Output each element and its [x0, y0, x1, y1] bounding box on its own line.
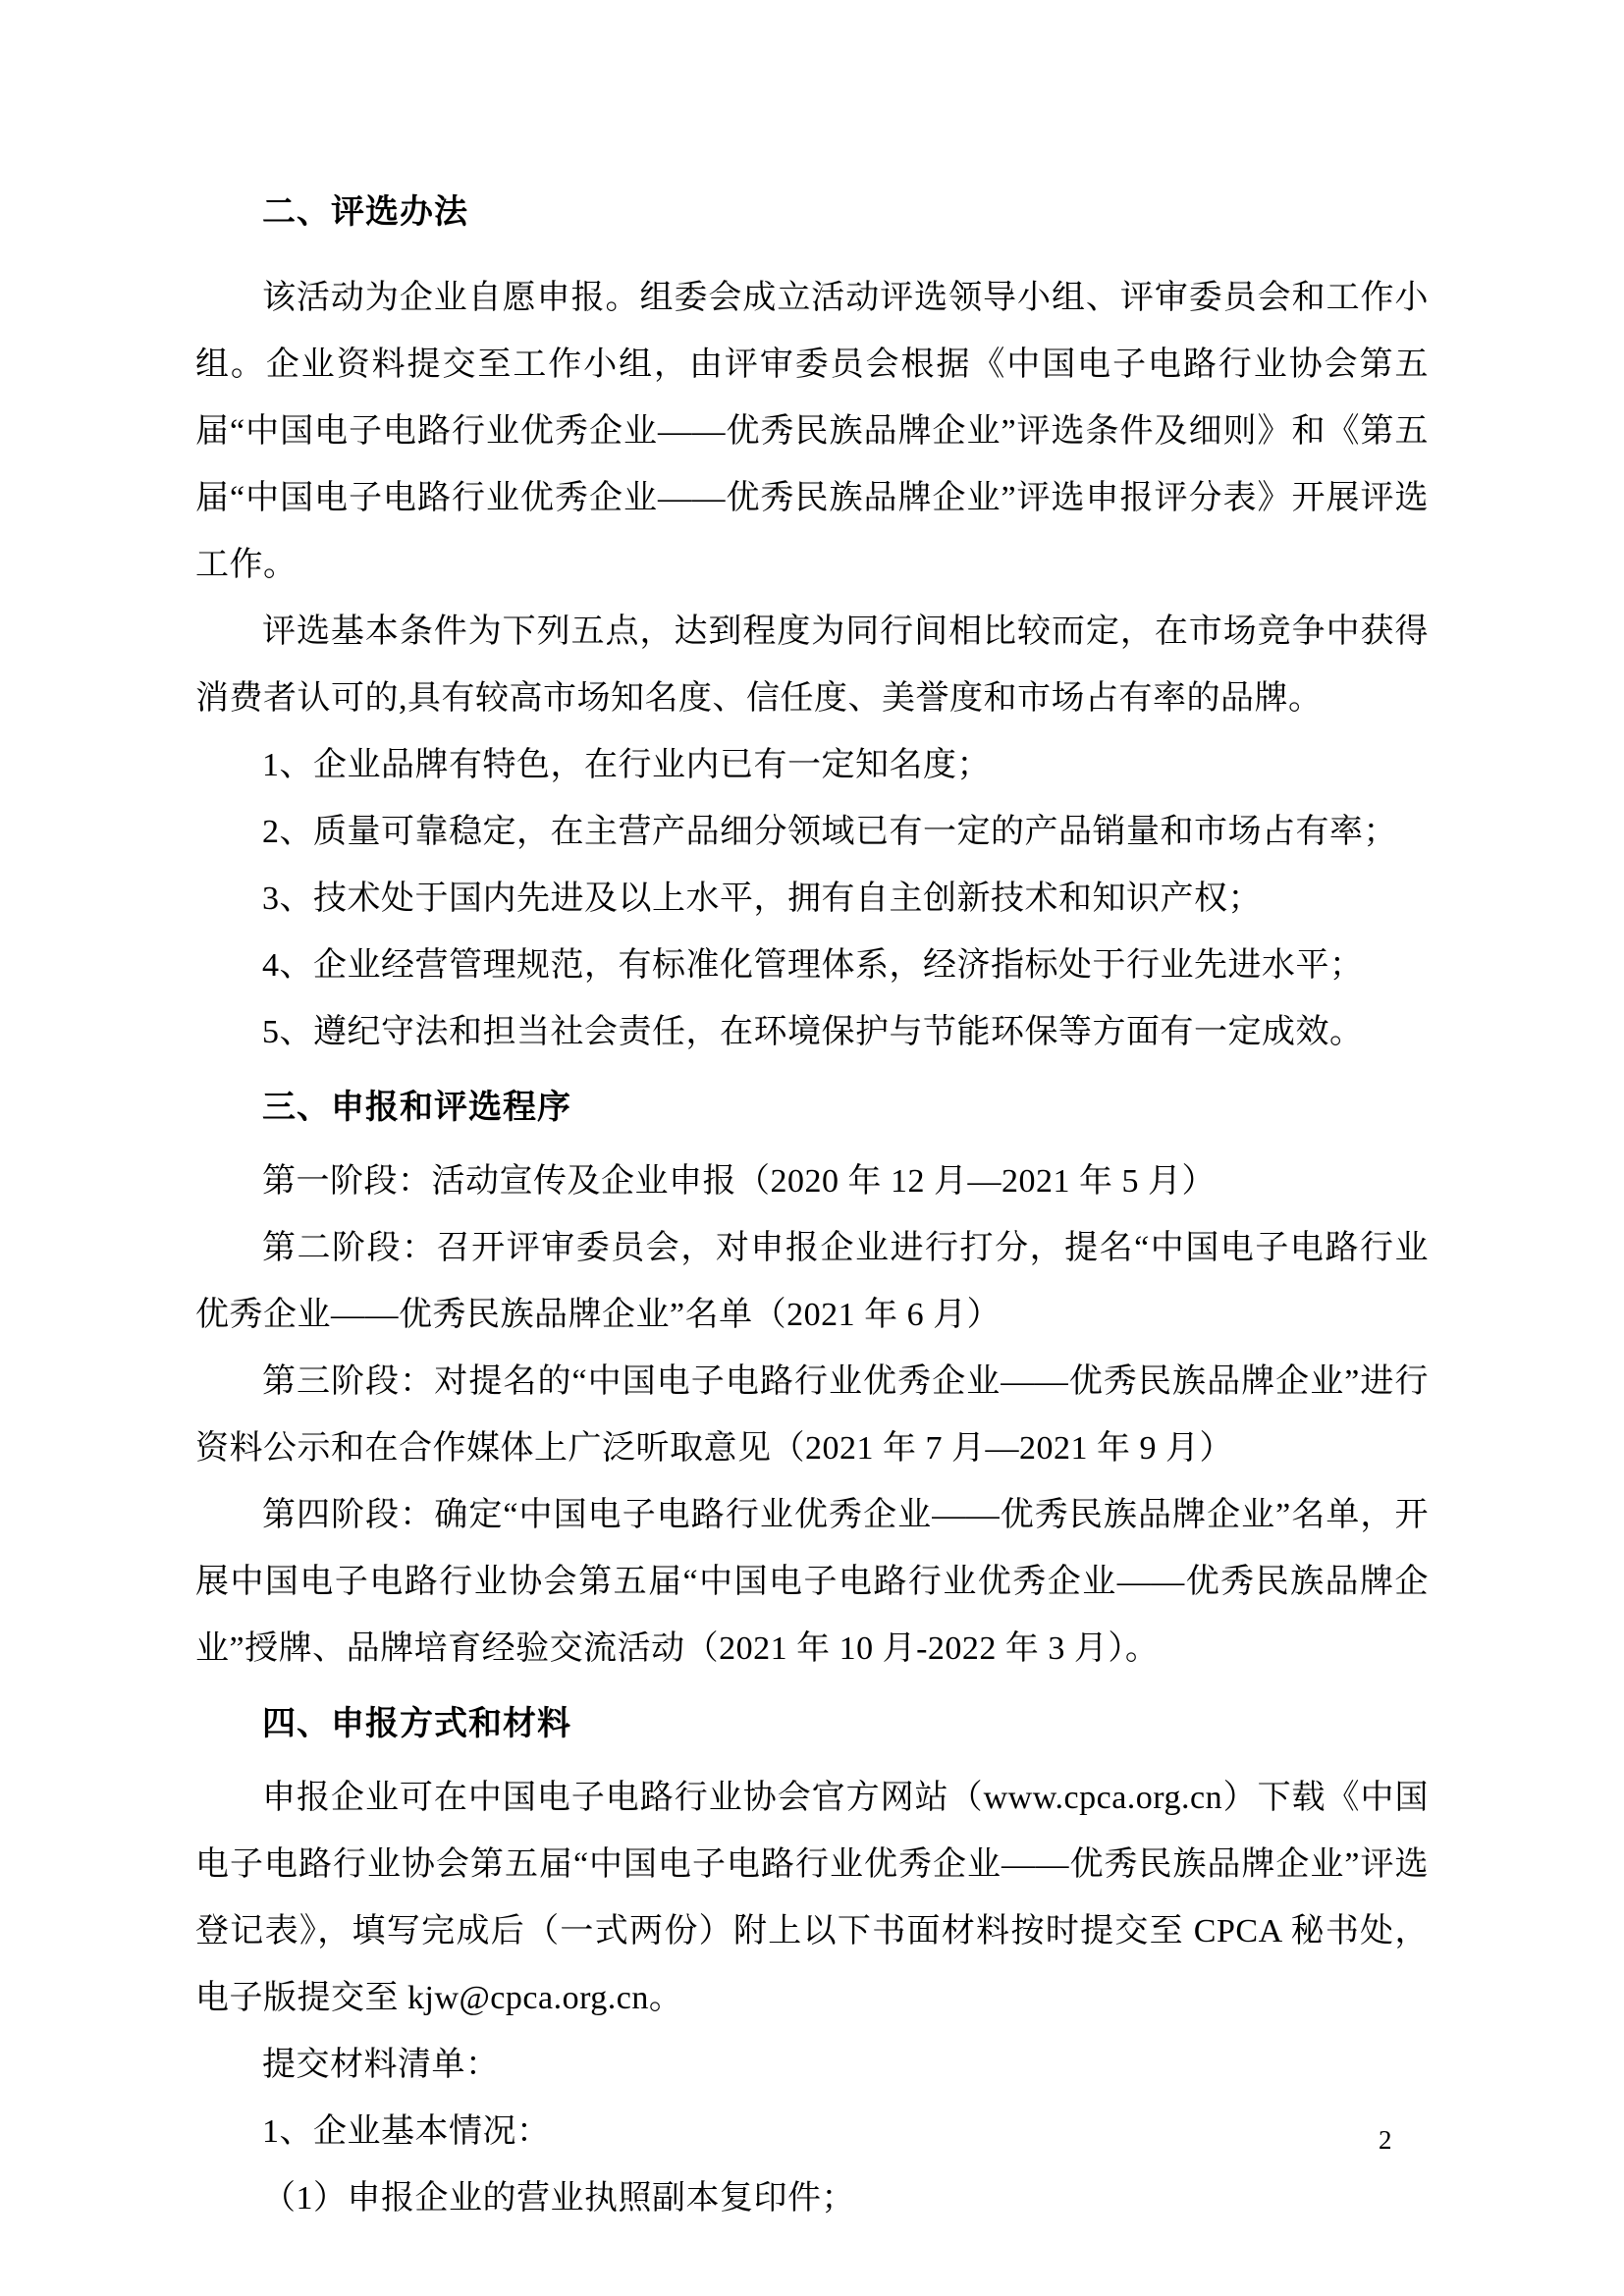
- paragraph-selection-overview: 该活动为企业自愿申报。组委会成立活动评选领导小组、评审委员会和工作小组。企业资料提交至工作小组，由评审委员会根据《中国电子电路行业协会第五届“中国电子电路行业优秀企业——优秀民族品牌企业”评选条件及细则》和《第五届“中国电子电路行业优秀企业——优秀民族品牌企业”评选申报评分表》开展评选工作。: [195, 280, 1429, 583]
- sub-list-item-business-license: （1）申报企业的营业执照副本复印件；: [262, 2180, 855, 2216]
- list-item-condition-1: 1、企业品牌有特色，在行业内已有一定知名度；: [262, 747, 991, 783]
- list-item-condition-2: 2、质量可靠稳定，在主营产品细分领域已有一定的产品销量和市场占有率；: [262, 814, 1397, 850]
- list-item-condition-3: 3、技术处于国内先进及以上水平，拥有自主创新技术和知识产权；: [262, 881, 1262, 917]
- paragraph-stage-4: 第四阶段：确定“中国电子电路行业优秀企业——优秀民族品牌企业”名单，开展中国电子电路行业协会第五届“中国电子电路行业优秀企业——优秀民族品牌企业”授牌、品牌培育经验交流活动（2021 年 10 月-2022 年 3 月）。: [195, 1497, 1429, 1667]
- section-heading-selection-method: 二、评选办法: [262, 193, 468, 231]
- page-number: 2: [1379, 2125, 1392, 2155]
- document-content: [195, 179, 1429, 2232]
- section-heading-procedure: 三、申报和评选程序: [262, 1089, 571, 1126]
- paragraph-stage-1: 第一阶段：活动宣传及企业申报（2020 年 12 月—2021 年 5 月）: [262, 1163, 1216, 1200]
- list-item-company-basics: 1、企业基本情况：: [262, 2113, 551, 2150]
- list-item-condition-5: 5、遵纪守法和担当社会责任，在环境保护与节能环保等方面有一定成效。: [262, 1014, 1364, 1050]
- paragraph-stage-2: 第二阶段：召开评审委员会，对申报企业进行打分，提名“中国电子电路行业优秀企业——优秀民族品牌企业”名单（2021 年 6 月）: [195, 1230, 1429, 1333]
- paragraph-basic-conditions: 评选基本条件为下列五点，达到程度为同行间相比较而定，在市场竞争中获得消费者认可的,具有较高市场知名度、信任度、美誉度和市场占有率的品牌。: [195, 614, 1429, 717]
- list-item-condition-4: 4、企业经营管理规范，有标准化管理体系，经济指标处于行业先进水平；: [262, 947, 1364, 984]
- paragraph-stage-3: 第三阶段：对提名的“中国电子电路行业优秀企业——优秀民族品牌企业”进行资料公示和在合作媒体上广泛听取意见（2021 年 7 月—2021 年 9 月）: [195, 1363, 1429, 1467]
- paragraph-application-method: 申报企业可在中国电子电路行业协会官方网站（www.cpca.org.cn）下载《中国电子电路行业协会第五届“中国电子电路行业优秀企业——优秀民族品牌企业”评选登记表》，填写完成后（一式两份）附上以下书面材料按时提交至 CPCA 秘书处，电子版提交至 kjw@cpca.org.cn。: [195, 1780, 1429, 2016]
- list-title-materials: 提交材料清单：: [262, 2047, 500, 2083]
- section-heading-application-materials: 四、申报方式和材料: [262, 1705, 571, 1742]
